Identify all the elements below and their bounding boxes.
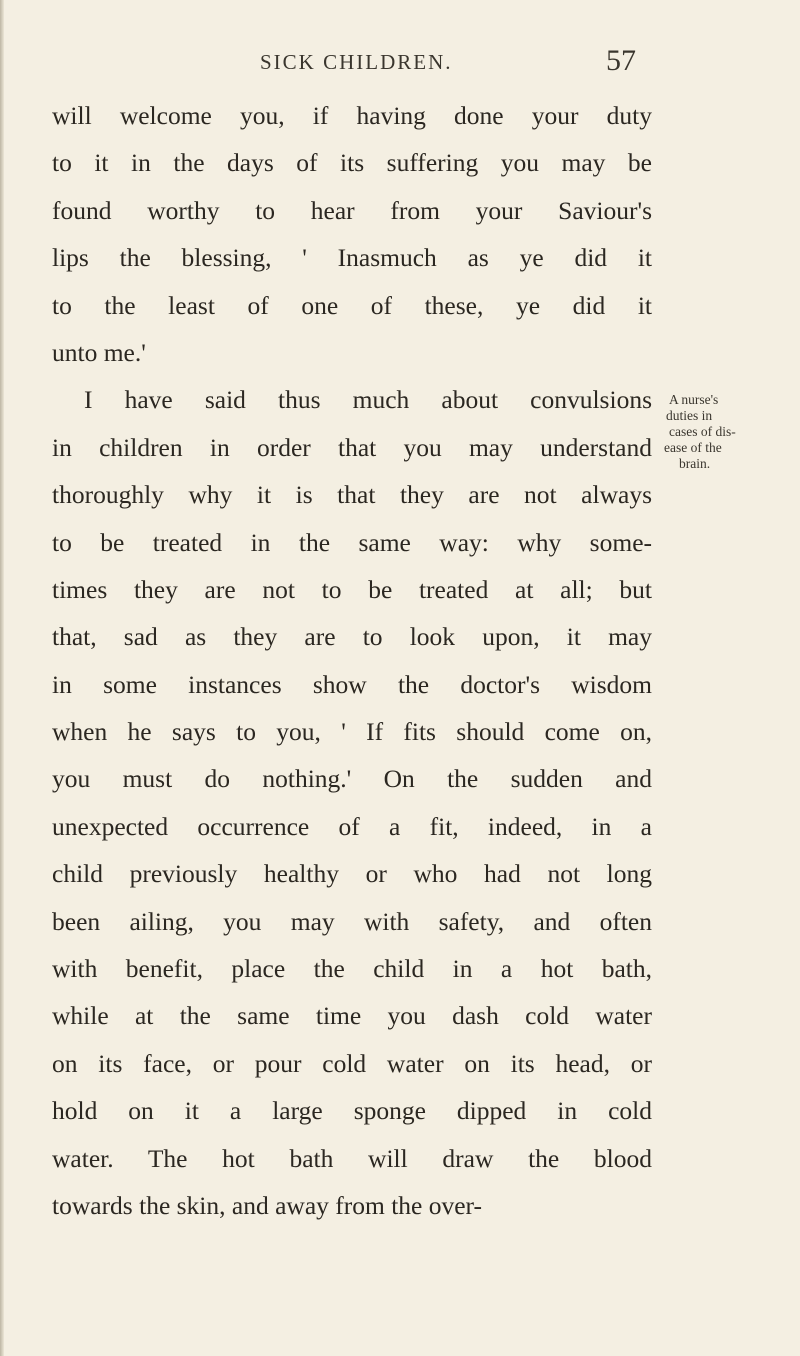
text-line: hold on it a large sponge dipped in cold <box>52 1096 652 1126</box>
text-line: times they are not to be treated at all; but <box>52 574 652 604</box>
running-head <box>0 44 800 84</box>
text-line: thoroughly why it is that they are not always <box>52 480 652 510</box>
text-line: will welcome you, if having done your duty <box>52 101 652 130</box>
margin-note-line: cases of dis- <box>669 424 736 439</box>
page-number: 57 <box>606 44 636 77</box>
margin-note-line: duties in <box>666 408 713 423</box>
text-line: you must do nothing.' On the sudden and <box>52 764 652 794</box>
text-line: to it in the days of its suffering you may be <box>52 148 652 178</box>
text-line: when he says to you, ' If fits should come on, <box>52 717 652 747</box>
margin-note <box>662 392 772 472</box>
text-line: child previously healthy or who had not long <box>52 859 652 889</box>
text-line: on its face, or pour cold water on its head, or <box>52 1048 652 1078</box>
text-line: while at the same time you dash cold water <box>52 1001 652 1031</box>
text-line: in some instances show the doctor's wisdom <box>52 669 652 699</box>
text-line: unto me.' <box>52 337 146 367</box>
margin-note-line: ease of the <box>664 440 722 455</box>
text-line: found worthy to hear from your Saviour's <box>52 195 652 225</box>
text-line: water. The hot bath will draw the blood <box>52 1143 652 1173</box>
text-line: I have said thus much about convulsions <box>84 385 652 415</box>
text-line: to the least of one of these, ye did it <box>52 290 652 320</box>
text-line: unexpected occurrence of a fit, indeed, in a <box>52 811 652 841</box>
text-line: been ailing, you may with safety, and often <box>52 906 652 936</box>
text-line: towards the skin, and away from the over- <box>52 1190 483 1220</box>
margin-note-line: A nurse's <box>669 392 719 407</box>
text-line: to be treated in the same way: why some- <box>52 527 652 557</box>
text-line: with benefit, place the child in a hot bath, <box>52 954 652 984</box>
text-line: lips the blessing, ' Inasmuch as ye did it <box>52 243 652 273</box>
body-text <box>52 92 652 1229</box>
margin-note-line: brain. <box>679 456 711 471</box>
text-line: that, sad as they are to look upon, it may <box>52 622 652 652</box>
page-edge <box>0 0 4 1356</box>
text-line: in children in order that you may understand <box>52 432 652 462</box>
running-head-title: SICK CHILDREN. <box>260 50 453 74</box>
